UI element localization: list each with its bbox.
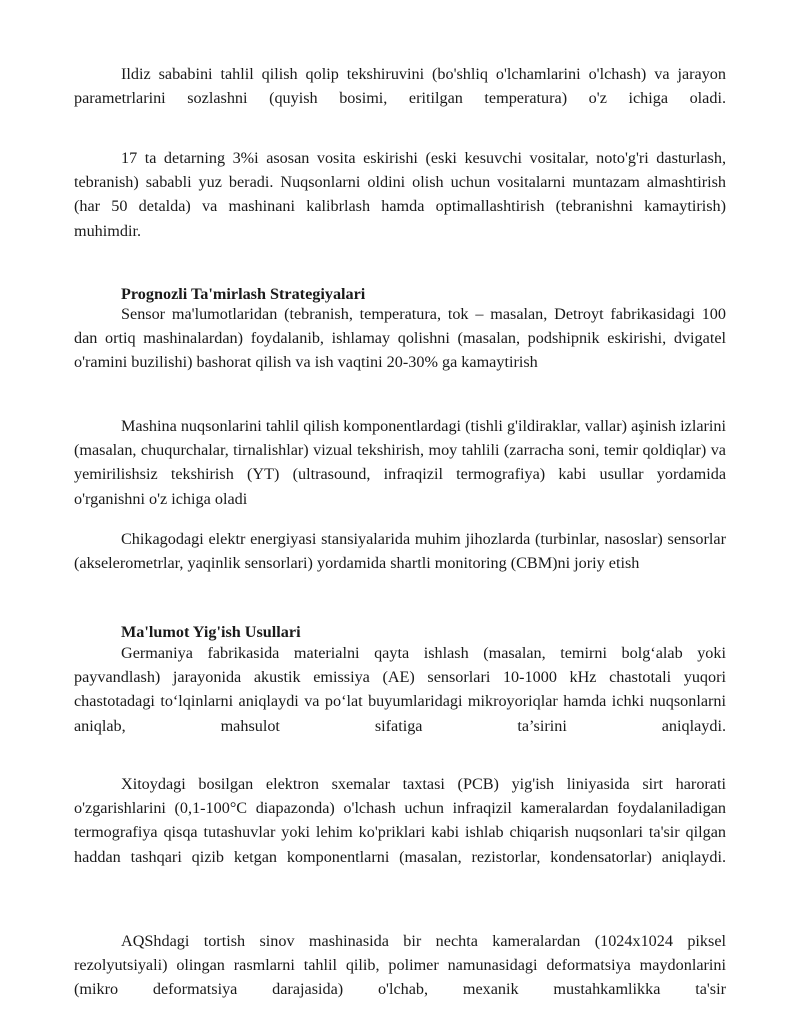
paragraph-tensile-test: AQShdagi tortish sinov mashinasida bir nechta kameralardan (1024x1024 piksel rezolyutsiyali) olingan rasmlarni tahlil qilib, polimer namunasidagi deformatsiya maydonlarini (mikro deformatsiya darajasida) o'lchab, mexanik mustahkamlikka ta'sir [74,932,726,999]
paragraph-acoustic-emission: Germaniya fabrikasida materialni qayta ishlash (masalan, temirni bolg‘alab yoki payvandlash) jarayonida akustik emissiya (AE) sensorlari 10-1000 kHz chastotali yuqori chastotadagi to‘lqinlarni aniqlaydi va po‘lat buyumlaridagi mikroyoriqlar hamda ichki nuqsonlarni aniqlab, mahsulot sifatiga ta’sirini aniqlaydi. [74,644,726,735]
heading-data-collection: Ma'lumot Yig'ish Usullari [121,623,301,641]
paragraph-root-cause: Ildiz sababini tahlil qilish qolip tekshiruvini (bo'shliq o'lchamlarini o'lchash) va jarayon parametrlarini sozlashni (quyish bosimi, eritilgan temperatura) o'z ichiga oladi. [74,65,726,108]
paragraph-thermography: Xitoydagi bosilgan elektron sxemalar taxtasi (PCB) yig'ish liniyasida sirt harorati o'zgarishlarini (0,1-100°C diapazonda) o'lchash uchun infraqizil kameralardan foydalaniladigan termografiya qisqa tutashuvlar yoki lehim ko'priklari kabi ishlab chiqarish nuqsonlari ta'sir qilgan haddan tashqari qizib ketgan komponentlarni (masalan, rezistorlar, kondensatorlar) aniqlaydi. [74,775,726,866]
paragraph-sensor-data: Sensor ma'lumotlaridan (tebranish, temperatura, tok – masalan, Detroyt fabrikasidagi 100 dan ortiq mashinalardan) foydalanib, ishlamay qolishni (masalan, podshipnik eskirishi, dvigatel o'ramini buzilishi) bashorat qilish va ish vaqtini 20-30% ga kamaytirish [74,305,726,372]
paragraph-machine-defects: Mashina nuqsonlarini tahlil qilish komponentlardagi (tishli g'ildiraklar, vallar) aşinish izlarini (masalan, chuqurchalar, tirnalishlar) vizual tekshirish, moy tahlili (zarracha soni, temir qoldiqlar) va yemirilishsiz tekshirish (YT) (ultrasound, infraqizil termografiya) kabi usullar yordamida o'rganishni o'z ichiga oladi [74,417,726,508]
paragraph-cbm: Chikagodagi elektr energiyasi stansiyalarida muhim jihozlarda (turbinlar, nasoslar) sensorlar (akselerometrlar, yaqinlik sensorlari) yordamida shartli monitoring (CBM)ni joriy etish [74,530,726,573]
paragraph-tool-wear: 17 ta detarning 3%i asosan vosita eskirishi (eski kesuvchi vositalar, noto'g'ri dasturlash, tebranish) sababli yuz beradi. Nuqsonlarni oldini olish uchun vositalarni muntazam almashtirish (har 50 detalda) va mashinani kalibrlash hamda optimallashtirish (tebranishni kamaytirish) muhimdir. [74,149,726,240]
heading-predictive-maintenance: Prognozli Ta'mirlash Strategiyalari [121,285,366,303]
